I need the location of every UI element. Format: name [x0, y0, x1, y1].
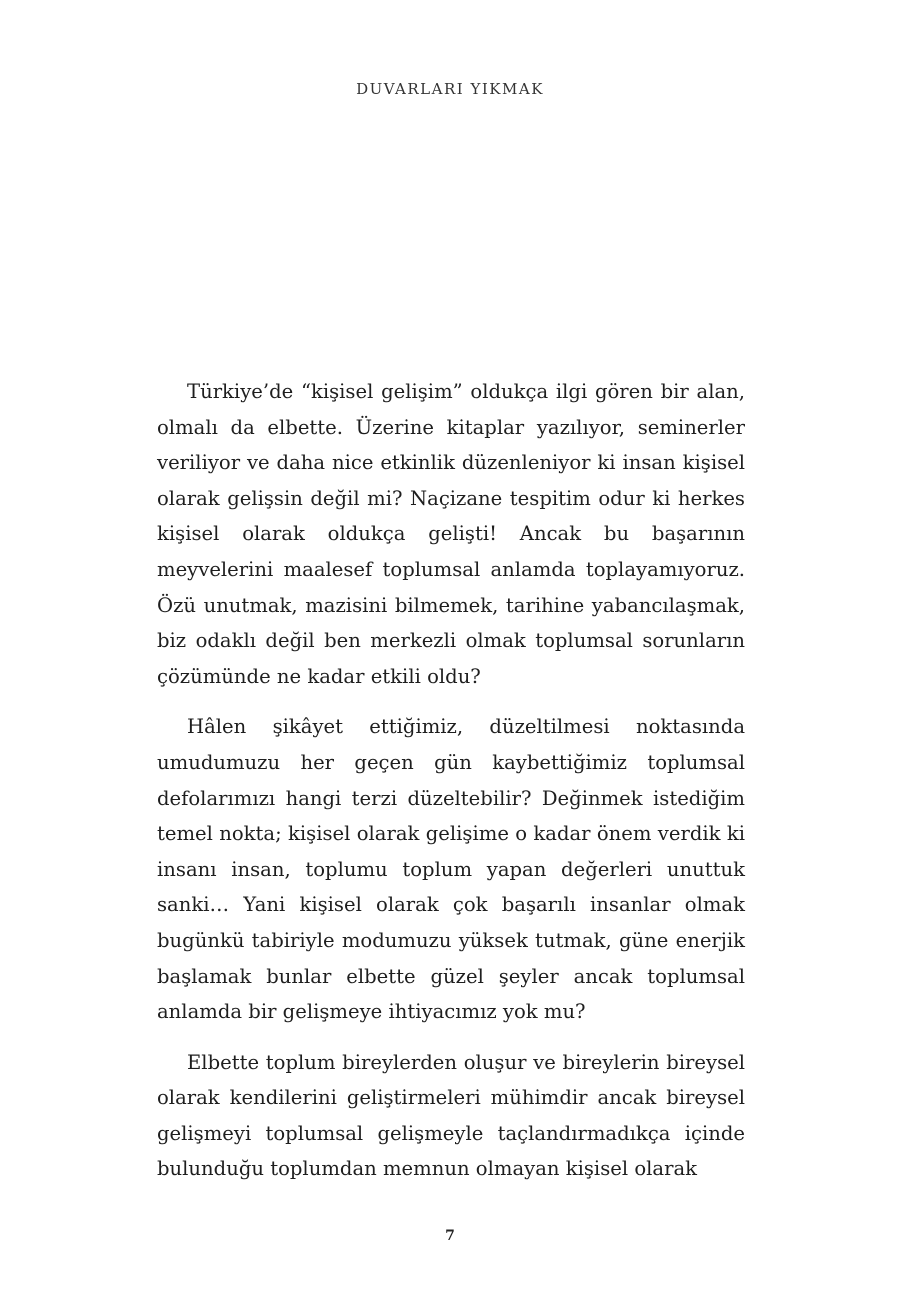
running-head-title: DUVARLARI YIKMAK [356, 80, 544, 98]
paragraph-1: Türkiye’de “kişisel gelişim” oldukça ilgi gören bir alan, olmalı da elbette. Üzerine kitaplar yazılıyor, seminerler veriliyor ve daha nice etkinlik düzenleniyor ki insan kişisel olarak gelişsin değil mi? Naçizane tespitim odur ki herkes kişisel olarak oldukça gelişti! Ancak bu başarının meyvelerini maalesef toplumsal anlamda toplayamıyoruz. Özü unutmak, mazisini bilmemek, tarihine yabancılaşmak, biz odaklı değil ben merkezli olmak toplumsal sorunların çözümünde ne kadar etkili oldu? [157, 380, 745, 688]
body-text [157, 374, 745, 1202]
page-number: 7 [445, 1228, 455, 1244]
paragraph-2: Hâlen şikâyet ettiğimiz, düzeltilmesi noktasında umudumuzu her geçen gün kaybettiğimiz toplumsal defolarımızı hangi terzi düzeltebilir? Değinmek istediğim temel nokta; kişisel olarak gelişime o kadar önem verdik ki insanı insan, toplumu toplum yapan değerleri unuttuk sanki… Yani kişisel olarak çok başarılı insanlar olmak bugünkü tabiriyle modumuzu yüksek tutmak, güne enerjik başlamak bunlar elbette güzel şeyler ancak toplumsal anlamda bir gelişmeye ihtiyacımız yok mu? [157, 715, 745, 1024]
paragraph-3: Elbette toplum bireylerden oluşur ve bireylerin bireysel olarak kendilerini geliştirmeleri mühimdir ancak bireysel gelişmeyi toplumsal gelişmeyle taçlandırmadıkça içinde bulunduğu toplumdan memnun olmayan kişisel olarak [157, 1050, 745, 1181]
